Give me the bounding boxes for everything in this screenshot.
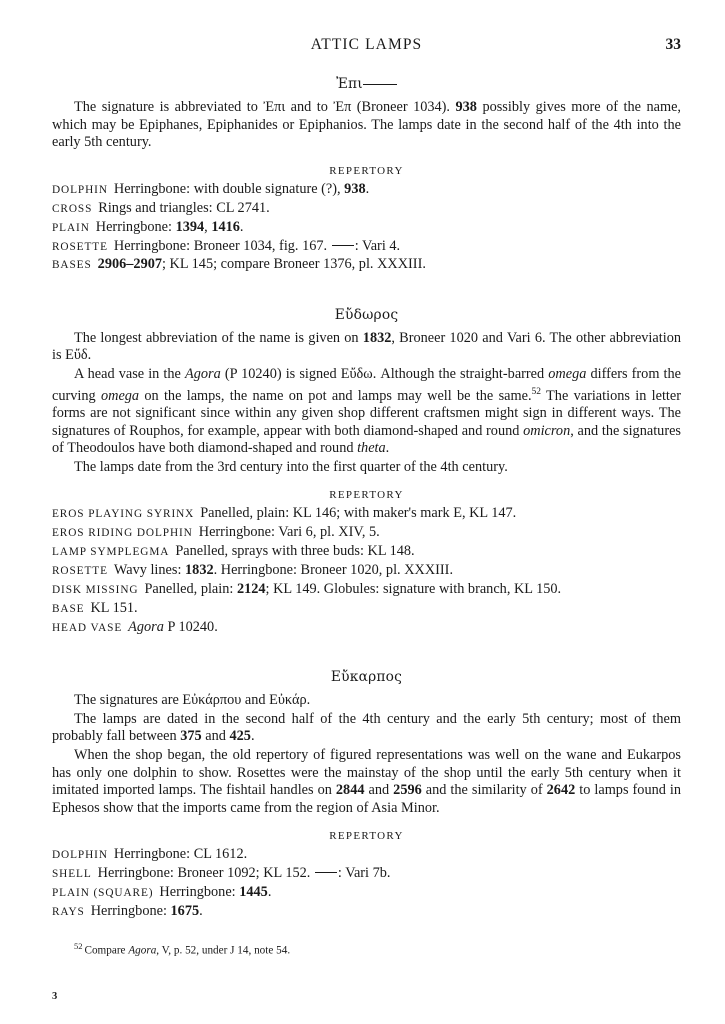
repertory-category: DISK MISSING (52, 583, 139, 596)
repertory-category: SHELL (52, 868, 92, 881)
paragraph: The longest abbreviation of the name is given on 1832, Broneer 1020 and Vari 6. The other abbreviation is Εὔδ. (52, 329, 681, 364)
repertory-category: RAYS (52, 906, 85, 919)
list-item (52, 903, 681, 921)
repertory-label: REPERTORY (329, 489, 404, 502)
repertory-category: EROS PLAYING SYRINX (52, 508, 195, 521)
repertory-category: ROSETTE (52, 565, 108, 578)
paragraph: The signatures are Εὐκάρπου and Εὐκάρ. (74, 692, 311, 709)
page-number: 33 (665, 36, 681, 53)
section-spacer (52, 641, 681, 663)
section-heading-epi-text: Ἐπι (336, 76, 363, 92)
list-item (52, 238, 681, 256)
repertory-list-eudoros (52, 505, 681, 637)
list-item (52, 581, 681, 599)
repertory-text: Panelled, sprays with three buds: KL 148. (175, 543, 415, 560)
repertory-list-epi (52, 181, 681, 275)
section-heading-eukarpos (52, 669, 681, 686)
repertory-category: CROSS (52, 202, 93, 215)
section-epi (52, 76, 681, 275)
repertory-text: Agora P 10240. (128, 618, 218, 635)
repertory-text: Panelled, plain: KL 146; with maker's mark E, KL 147. (200, 505, 517, 522)
list-item (52, 562, 681, 580)
paragraph: When the shop began, the old repertory of figured representations was well on the wane and Eukarpos has only one dolphin to show. Rosettes were the mainstay of the shop until the early 5th century when it imitated imported lamps. The fishtail handles on 2844 and 2596 and the similarity of 2642 to lamps found in Ephesos show that the imports came from the region of Asia Minor. (52, 746, 682, 816)
repertory-text: Herringbone: CL 1612. (113, 846, 248, 863)
repertory-text: Herringbone: 1394, 1416. (95, 218, 244, 235)
list-item (52, 846, 681, 864)
signature-mark: 3 (52, 991, 58, 1002)
list-item (52, 543, 681, 561)
section-heading-epi (52, 76, 681, 93)
repertory-category: DOLPHIN (52, 183, 108, 196)
repertory-text: Herringbone: 1445. (159, 884, 272, 901)
paragraph: A head vase in the Agora (P 10240) is signed Εὔδω. Although the straight-barred omega differs from the curving omega on the lamps, the name on pot and lamps may well be the same.$^{52}$ The variations in letter forms are not significant since within any given shop different craftsmen might sign in different ways. The signatures of Rouphos, for example, appear with both diamond-shaped and round omicron, and the signatures of Theodoulos have both diamond-shaped and round theta. (52, 366, 682, 457)
repertory-text: Rings and triangles: CL 2741. (98, 199, 270, 216)
footnote-text: Compare Agora, V, p. 52, under J 14, note 54. (84, 945, 291, 958)
repertory-text: Herringbone: Broneer 1034, fig. 167. : Vari 4. (113, 237, 401, 254)
repertory-category: EROS RIDING DOLPHIN (52, 527, 193, 540)
list-item (52, 619, 681, 637)
footnote-number: 52 (74, 941, 83, 952)
repertory-category: LAMP SYMPLEGMA (52, 546, 170, 559)
repertory-category: ROSETTE (52, 240, 108, 253)
repertory-text: Herringbone: Broneer 1092; KL 152. : Vari 7b. (97, 865, 391, 882)
section-heading-eudoros (52, 307, 681, 324)
list-item (52, 200, 681, 218)
heading-rule (363, 84, 397, 85)
repertory-text: Panelled, plain: 2124; KL 149. Globules: signature with branch, KL 150. (144, 580, 562, 597)
list-item (52, 600, 681, 618)
list-item (52, 865, 681, 883)
section-eukarpos (52, 669, 681, 921)
repertory-category: BASES (52, 259, 92, 272)
repertory-category: PLAIN (SQUARE) (52, 887, 154, 900)
page-header (52, 36, 681, 62)
list-item (52, 505, 681, 523)
section-heading-eudoros-text: Εὔδωρος (334, 306, 399, 323)
repertory-text: Herringbone: 1675. (90, 903, 203, 920)
repertory-text: 2906–2907; KL 145; compare Broneer 1376, pl. XXXIII. (97, 256, 426, 273)
repertory-category: PLAIN (52, 221, 90, 234)
paragraph: The lamps date from the 3rd century into the first quarter of the 4th century. (74, 458, 508, 475)
list-item (52, 256, 681, 274)
section-eudoros (52, 307, 681, 637)
repertory-text: Wavy lines: 1832. Herringbone: Broneer 1020, pl. XXXIII. (113, 562, 454, 579)
repertory-category: HEAD VASE (52, 621, 123, 634)
list-item (52, 181, 681, 199)
list-item (52, 884, 681, 902)
section-spacer (52, 279, 681, 301)
repertory-text: KL 151. (90, 599, 138, 616)
footnote (52, 939, 681, 958)
repertory-list-eukarpos (52, 846, 681, 921)
paragraph: The lamps are dated in the second half of the 4th century and the early 5th century; most of them probably fall between 375 and 425. (52, 710, 681, 745)
repertory-category: BASE (52, 602, 85, 615)
list-item (52, 219, 681, 237)
repertory-category: DOLPHIN (52, 849, 108, 862)
list-item (52, 524, 681, 542)
repertory-text: Herringbone: with double signature (?), 938. (113, 180, 370, 197)
repertory-label: REPERTORY (329, 830, 404, 843)
running-title: ATTIC LAMPS (310, 36, 423, 53)
repertory-label: REPERTORY (329, 164, 404, 177)
paragraph: The signature is abbreviated to Ἐπι and to Ἐπ (Broneer 1034). 938 possibly gives more of the name, which may be Epiphanes, Epiphanides or Epiphanios. The lamps date in the second half of the 4th into the early 5th century. (52, 99, 681, 151)
section-heading-eukarpos-text: Εὔκαρπος (330, 669, 403, 686)
repertory-text: Herringbone: Vari 6, pl. XIV, 5. (198, 524, 380, 541)
